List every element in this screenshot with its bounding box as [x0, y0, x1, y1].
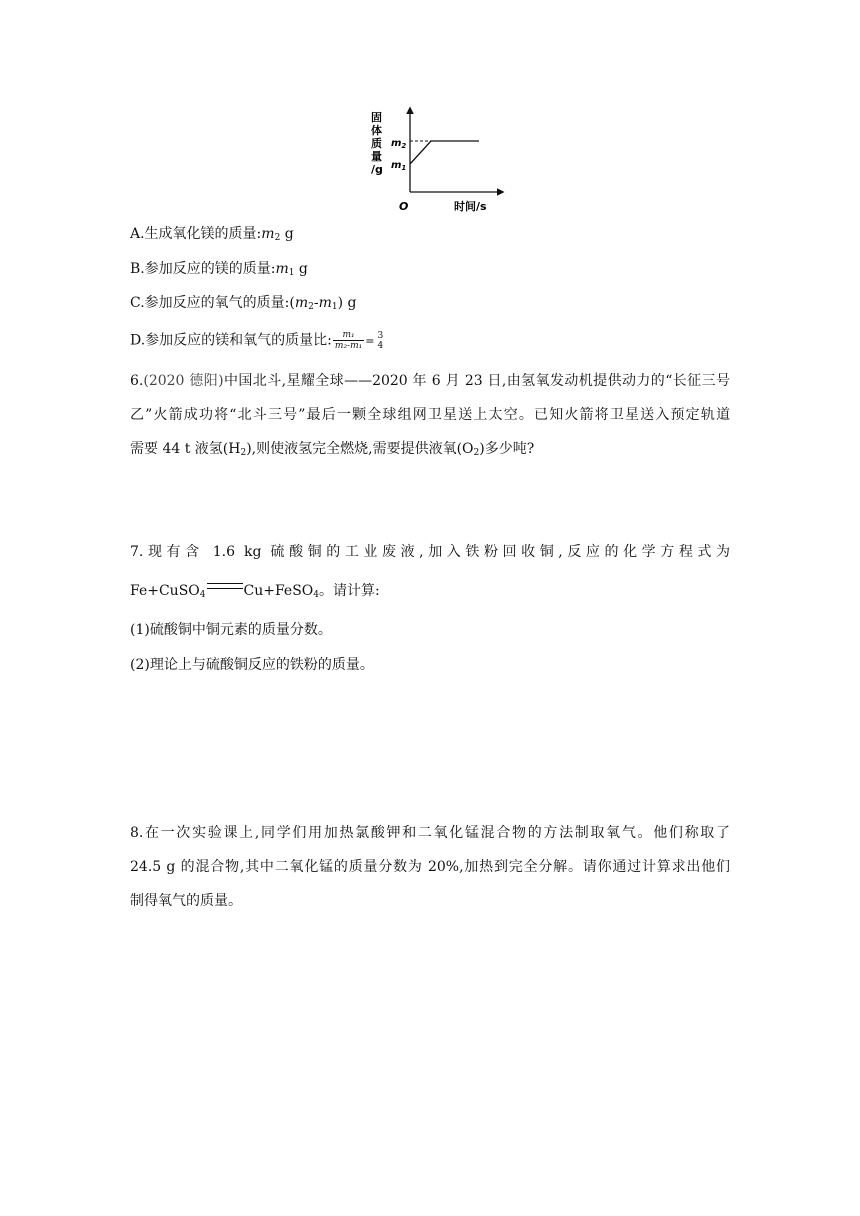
- y-axis-label-5: /g: [371, 163, 383, 176]
- option-d-denominator: m₂-m₁: [334, 341, 363, 351]
- option-c-minus: -: [313, 295, 319, 311]
- q7-eq-sub2: 4: [313, 590, 319, 600]
- option-d-text: D.参加反应的镁和氧气的质量比:: [130, 332, 332, 349]
- option-b: [130, 259, 308, 279]
- y-axis-label-3: 质: [371, 137, 382, 150]
- q8-line1-text: 8.在一次实验课上,同学们用加热氯酸钾和二氧化锰混合物的方法制取氧气。他们称取了: [130, 825, 730, 841]
- q7-eq-tail: 。请计算:: [319, 583, 380, 599]
- q6-line-1: [130, 371, 730, 391]
- option-c-var2: m: [318, 295, 332, 311]
- option-a-sub: 2: [274, 233, 281, 243]
- option-a-var: m: [261, 226, 275, 242]
- y-axis-label-4: 量: [371, 150, 382, 163]
- option-a: [130, 224, 294, 244]
- origin-label: O: [399, 200, 409, 213]
- q7-sub-1: [130, 620, 332, 640]
- q7-equation: [130, 581, 380, 601]
- option-b-var: m: [275, 261, 289, 277]
- q7-double-line-equals: [207, 583, 243, 589]
- m2-label: m: [391, 138, 402, 149]
- svg-text:m1: [391, 160, 406, 172]
- q6-line3-sub2: 2: [473, 448, 480, 458]
- option-c-text: C.参加反应的氧气的质量:(: [130, 295, 295, 311]
- svg-text:m2: [391, 138, 406, 150]
- mass-time-graph: [363, 104, 513, 216]
- q7-line1-text: 7.现有含 1.6 kg 硫酸铜的工业废液,加入铁粉回收铜,反应的化学方程式为: [130, 544, 730, 560]
- q6-line-2: [130, 405, 730, 425]
- q6-line3-c: )多少吨?: [479, 441, 535, 457]
- q8-line-2: [130, 857, 730, 877]
- q8-line2-text: 24.5 g 的混合物,其中二氧化锰的质量分数为 20%,加热到完全分解。请你通过计算求出他们: [130, 859, 730, 875]
- option-c-sub1: 2: [308, 302, 314, 312]
- mass-curve: [410, 141, 479, 164]
- option-c-sub2: 1: [331, 302, 338, 312]
- option-a-text: A.生成氧化镁的质量:: [130, 226, 262, 242]
- m2-sub: 2: [401, 142, 407, 150]
- q7-sub-2: [130, 655, 374, 675]
- option-d-ratio: [375, 331, 385, 351]
- option-d-numerator: m₁: [333, 330, 364, 341]
- q8-line-1: [130, 823, 730, 843]
- q8-line-3: [130, 891, 242, 911]
- q6-line3-b: ),则使液氢完全燃烧,需要提供液氧(O: [246, 441, 474, 457]
- q7-eq-sub1: 4: [199, 590, 206, 600]
- option-a-unit: g: [280, 226, 294, 242]
- m1-sub: 1: [401, 164, 407, 172]
- option-d: [130, 330, 386, 352]
- q7-sub2-text: (2)理论上与硫酸铜反应的铁粉的质量。: [130, 657, 374, 673]
- q8-line3-text: 制得氧气的质量。: [130, 893, 242, 909]
- y-axis-label-2: 体: [371, 124, 382, 137]
- option-d-ratio-den: 4: [377, 340, 384, 351]
- q7-eq-right: Cu+FeSO: [243, 583, 314, 599]
- option-d-equals: =: [365, 334, 375, 348]
- q6-line3-a: 需要 44 t 液氢(H: [130, 441, 241, 457]
- m1-label: m: [391, 160, 402, 171]
- option-b-sub: 1: [288, 268, 295, 278]
- q7-sub1-text: (1)硫酸铜中铜元素的质量分数。: [130, 622, 332, 638]
- option-c: [130, 293, 356, 313]
- option-d-ratio-num: 3: [377, 330, 384, 341]
- q6-line-3: [130, 439, 534, 459]
- y-axis-label-1: 固: [371, 111, 382, 124]
- option-d-fraction: [333, 330, 364, 351]
- q6-line3-sub1: 2: [240, 448, 247, 458]
- option-b-text: B.参加反应的镁的质量:: [130, 261, 276, 277]
- x-axis-label: 时间/s: [454, 200, 487, 213]
- option-c-var1: m: [294, 295, 309, 311]
- option-c-unit: ) g: [337, 295, 357, 311]
- option-b-unit: g: [294, 261, 308, 277]
- q6-line1-text: 中国北斗,星耀全球——2020 年 6 月 23 日,由氢氧发动机提供动力的“长征三号: [223, 373, 730, 389]
- q6-source: (2020 德阳): [143, 373, 224, 389]
- q7-eq-left: Fe+CuSO: [130, 583, 200, 599]
- q7-line-1: [130, 542, 730, 562]
- q6-line2-text: 乙”火箭成功将“北斗三号”最后一颗全球组网卫星送上太空。已知火箭将卫星送入预定轨道: [130, 407, 730, 423]
- q6-number: 6.: [130, 373, 144, 389]
